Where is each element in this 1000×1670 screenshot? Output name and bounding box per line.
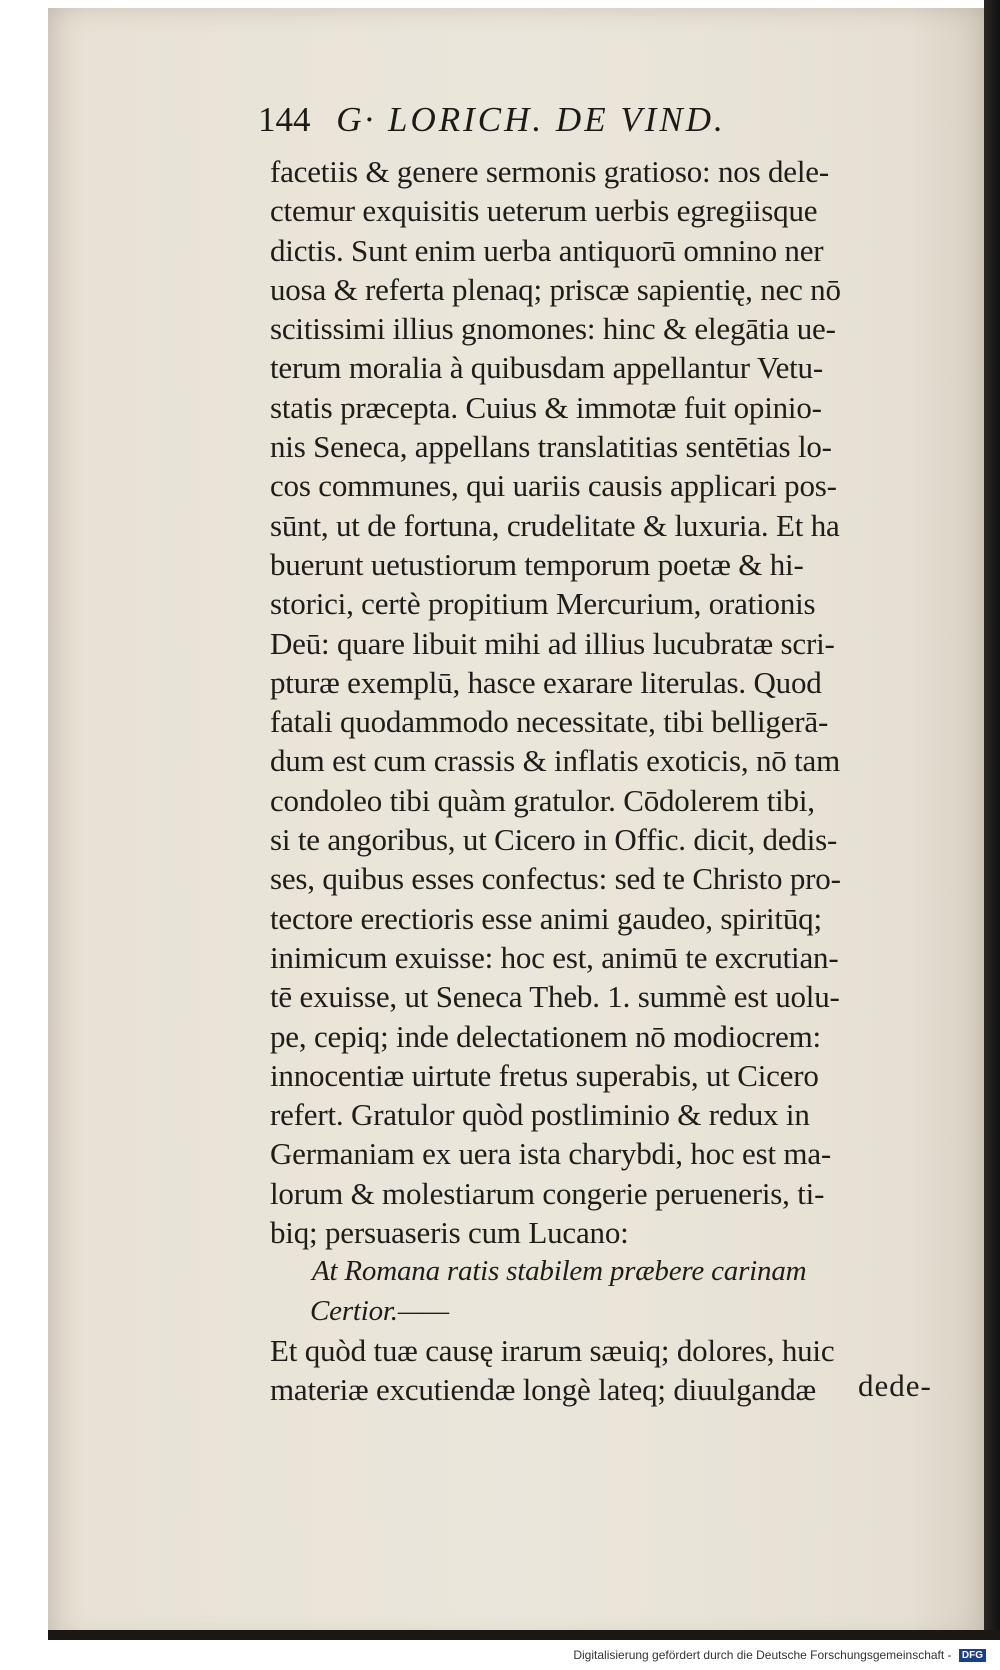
text-line: materiæ excutiendæ longè lateq; diuulgandæ bbox=[270, 1372, 817, 1408]
text-line: tectore erectioris esse animi gaudeo, spiritūq; bbox=[270, 900, 822, 936]
text-line: scitissimi illius gnomones: hinc & elegātia ue- bbox=[270, 311, 836, 347]
credit-text: Digitalisierung gefördert durch die Deutsche Forschungsgemeinschaft - bbox=[573, 1648, 952, 1662]
running-title: G· LORICH. DE VIND. bbox=[336, 100, 726, 139]
text-line: pe, cepiq; inde delectationem nō modiocrem: bbox=[270, 1018, 821, 1054]
text-line: sūnt, ut de fortuna, crudelitate & luxuria. Et ha bbox=[270, 507, 840, 543]
text-line: si te angoribus, ut Cicero in Offic. dicit, dedis- bbox=[270, 822, 838, 858]
text-line: condoleo tibi quàm gratulor. Cōdolerem tibi, bbox=[270, 782, 815, 818]
text-line: uosa & referta plenaq; priscæ sapientię, nec nō bbox=[270, 271, 841, 307]
text-line: buerunt uetustiorum temporum poetæ & hi- bbox=[270, 546, 804, 582]
digitization-credit bbox=[573, 1648, 986, 1662]
body-text bbox=[270, 152, 950, 1410]
text-line: lorum & molestiarum congerie perueneris, ti- bbox=[270, 1175, 825, 1211]
text-line: Germaniam ex uera ista charybdi, hoc est ma- bbox=[270, 1136, 832, 1172]
text-line: storici, certè propitium Mercurium, orationis bbox=[270, 586, 816, 622]
text-line: facetiis & genere sermonis gratioso: nos dele- bbox=[270, 154, 829, 189]
text-line: statis præcepta. Cuius & immotæ fuit opinio- bbox=[270, 389, 822, 425]
text-line: nis Seneca, appellans translatitias sentētias lo- bbox=[270, 429, 832, 465]
text-line: pturæ exemplū, hasce exarare literulas. Quod bbox=[270, 664, 822, 700]
dfg-logo: DFG bbox=[959, 1649, 986, 1662]
text-line: innocentiæ uirtute fretus superabis, ut Cicero bbox=[270, 1057, 819, 1093]
text-line: cos communes, qui uariis causis applicari pos- bbox=[270, 468, 837, 504]
verse-line: At Romana ratis stabilem præbere carinam bbox=[312, 1255, 807, 1288]
text-line: ctemur exquisitis ueterum uerbis egregiisque bbox=[270, 193, 818, 229]
text-line: tē exuisse, ut Seneca Theb. 1. summè est uolu- bbox=[270, 979, 840, 1015]
scan-bottom-edge bbox=[48, 1630, 1000, 1640]
text-line: dictis. Sunt enim uerba antiquorū omnino ner bbox=[270, 232, 824, 268]
text-line: terum moralia à quibusdam appellantur Vetu- bbox=[270, 350, 823, 386]
text-line: Deū: quare libuit mihi ad illius lucubratæ scri- bbox=[270, 625, 835, 661]
verse-line: Certior.—— bbox=[310, 1294, 450, 1327]
text-line: ses, quibus esses confectus: sed te Christo pro- bbox=[270, 861, 841, 897]
text-line: dum est cum crassis & inflatis exoticis, nō tam bbox=[270, 743, 841, 779]
catchword: dede- bbox=[858, 1368, 932, 1403]
folio-number: 144 bbox=[258, 100, 311, 139]
text-line: Et quòd tuæ causę irarum sæuiq; dolores, huic bbox=[270, 1332, 835, 1368]
text-line: biq; persuaseris cum Lucano: bbox=[270, 1215, 629, 1251]
running-header bbox=[258, 100, 898, 140]
text-line: fatali quodammodo necessitate, tibi belligerā- bbox=[270, 704, 829, 740]
text-line: refert. Gratulor quòd postliminio & redux in bbox=[270, 1097, 810, 1133]
text-line: inimicum exuisse: hoc est, animū te excrutian- bbox=[270, 939, 839, 975]
page-binding-edge bbox=[984, 0, 1000, 1640]
